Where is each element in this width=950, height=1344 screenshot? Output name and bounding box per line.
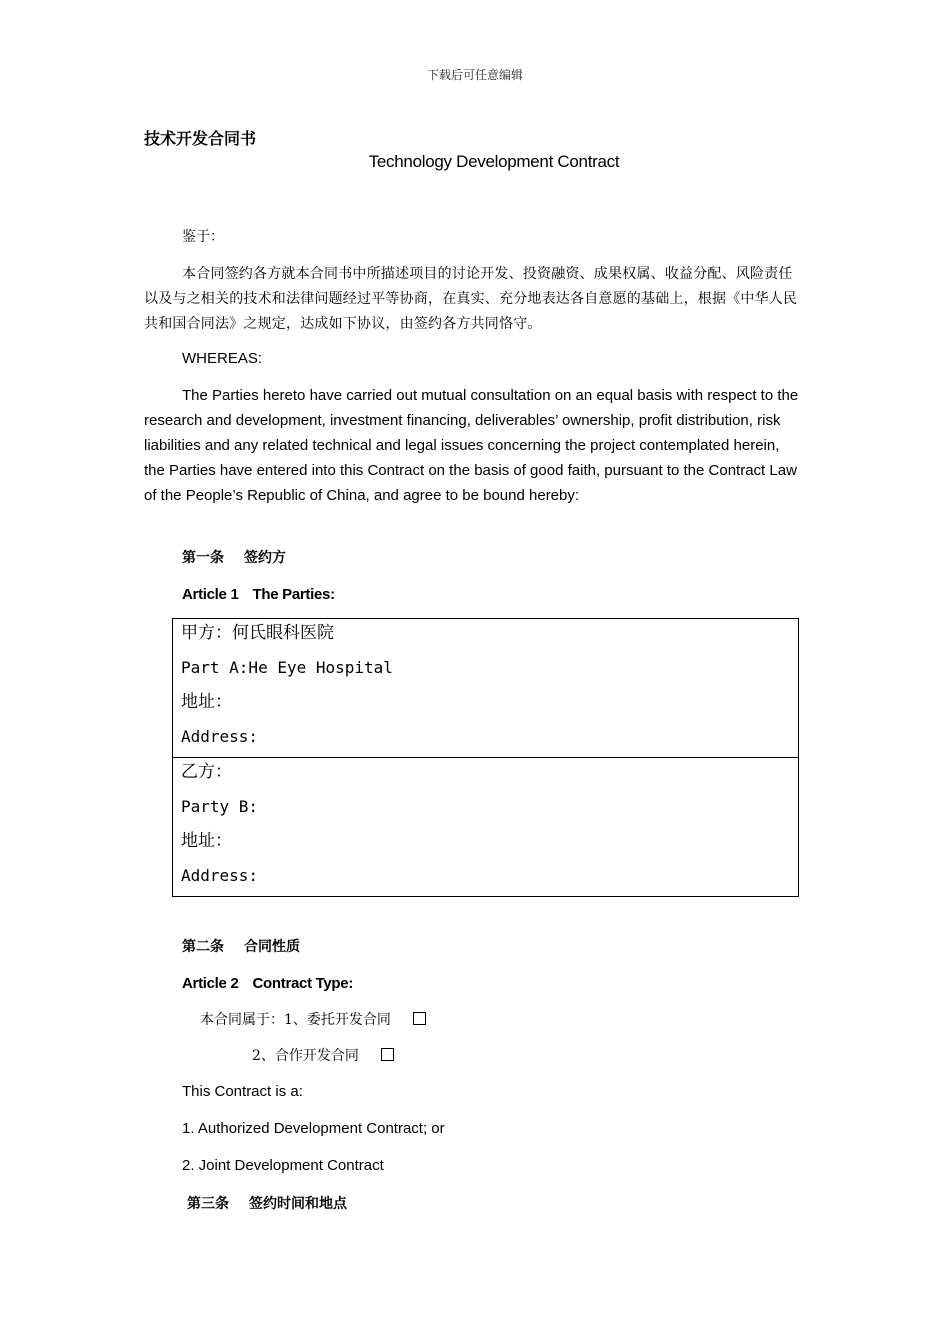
contract-type-option-1-label: 1、委托开发合同 — [284, 1012, 391, 1028]
article-1-title-cn: 签约方 — [244, 550, 286, 566]
contract-type-option-2-cn — [252, 1045, 394, 1065]
whereas-heading-en: WHEREAS: — [182, 350, 263, 367]
option-2-checkbox[interactable] — [381, 1048, 394, 1061]
contract-type-prefix-cn: 本合同属于： — [200, 1012, 284, 1028]
preamble-paragraph-en: The Parties hereto have carried out mutual consultation on an equal basis with respect to the research and development, investment financing, deliverables’ ownership, profit distribution, risk liabilities and any related technical and legal issues concerning the project contemplated herein, the Parties have entered into this Contract on the basis of good faith, pursuant to the Contract Law of the People’s Republic of China, and agree to be bound hereby: — [144, 387, 799, 504]
party-b-name-en: Party B: — [181, 796, 259, 816]
party-b-address-cn: 地址： — [181, 831, 232, 851]
article-2-number-en: Article 2 — [182, 975, 239, 992]
document-title-cn: 技术开发合同书 — [144, 129, 257, 148]
article-3-number-cn: 第三条 — [187, 1196, 229, 1212]
article-3-heading-cn — [187, 1193, 347, 1213]
article-1-heading-en — [182, 584, 335, 603]
contract-type-option-2-en: 2. Joint Development Contract — [182, 1157, 384, 1174]
party-a-address-en: Address: — [181, 726, 259, 746]
article-1-number-cn: 第一条 — [182, 550, 224, 566]
party-b-address-en: Address: — [181, 865, 259, 885]
document-title-en: Technology Development Contract — [368, 152, 620, 171]
article-2-title-cn: 合同性质 — [244, 939, 300, 955]
article-3-title-cn: 签约时间和地点 — [249, 1196, 347, 1212]
article-2-title-en: Contract Type: — [252, 975, 354, 992]
contract-type-option-1-en: 1. Authorized Development Contract; or — [182, 1120, 445, 1137]
contract-type-option-2-label: 2、合作开发合同 — [252, 1048, 359, 1064]
article-1-title-en: The Parties: — [252, 586, 335, 603]
page-header-note: 下载后可任意编辑 — [426, 68, 523, 82]
preamble-paragraph-cn: 本合同签约各方就本合同书中所描述项目的讨论开发、投资融资、成果权属、收益分配、风险责任以及与之相关的技术和法律问题经过平等协商，在真实、充分地表达各自意愿的基础上，根据《中华人民共和国合同法》之规定，达成如下协议，由签约各方共同恪守。 — [144, 266, 798, 332]
whereas-heading-cn: 鉴于： — [182, 229, 224, 245]
party-b-name-cn: 乙方： — [181, 762, 232, 782]
party-a-name-en: Part A:He Eye Hospital — [181, 657, 393, 677]
party-a-name-cn: 甲方：何氏眼科医院 — [181, 623, 334, 643]
party-a-cell — [173, 619, 798, 757]
article-2-heading-cn — [182, 936, 300, 956]
parties-table — [172, 618, 799, 897]
article-1-heading-cn — [182, 547, 286, 567]
party-a-address-cn: 地址： — [181, 692, 232, 712]
article-1-number-en: Article 1 — [182, 586, 239, 603]
party-b-cell — [173, 757, 798, 896]
contract-type-option-1-cn — [200, 1009, 426, 1029]
article-2-number-cn: 第二条 — [182, 939, 224, 955]
option-1-checkbox[interactable] — [413, 1012, 426, 1025]
contract-type-intro-en: This Contract is a: — [182, 1083, 303, 1100]
article-2-heading-en — [182, 973, 353, 992]
